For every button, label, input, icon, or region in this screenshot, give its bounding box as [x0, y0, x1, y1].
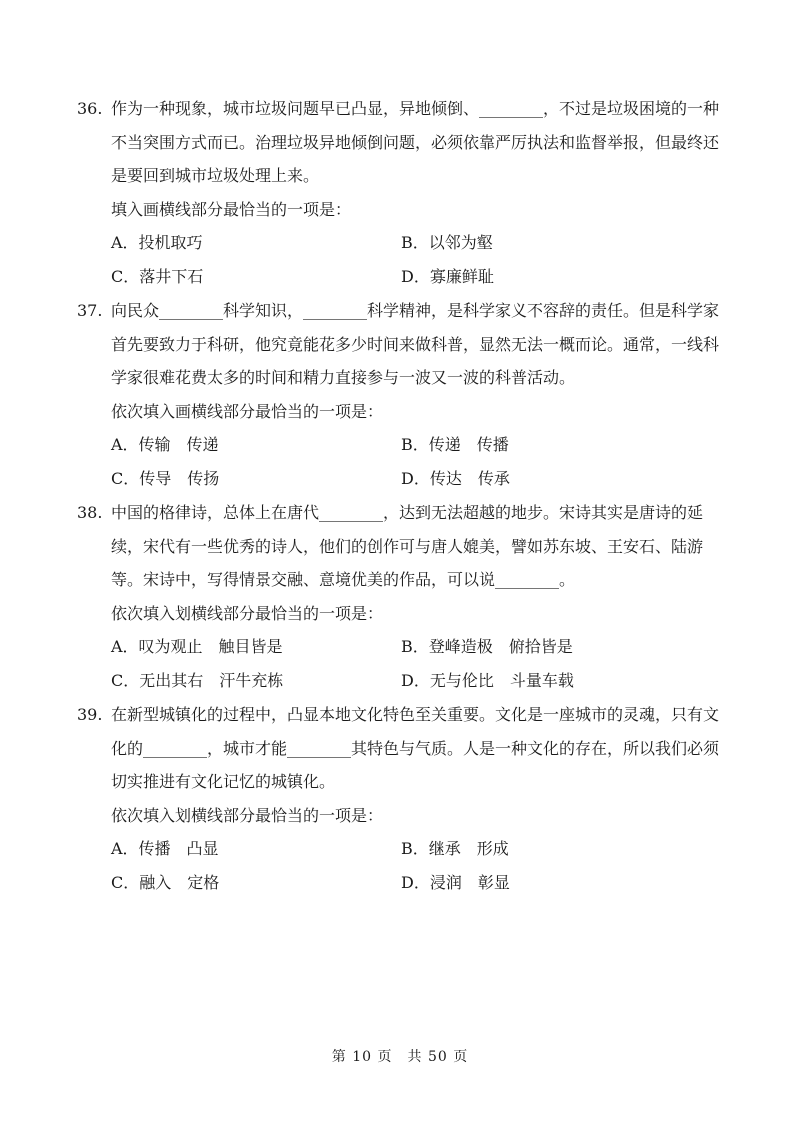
question-36 [77, 92, 727, 293]
question-38 [77, 496, 727, 697]
option-a: A．投机取巧 [111, 233, 203, 252]
stem-line: 切实推进有文化记忆的城镇化。 [111, 772, 336, 791]
question-number: 37. [77, 301, 103, 320]
question-stem [77, 698, 727, 799]
option-d: D．无与伦比 斗量车载 [401, 670, 574, 690]
options-grid [77, 226, 727, 293]
stem-line: 不当突围方式而已。治理垃圾异地倾倒问题，必须依靠严厉执法和监督举报，但最终还 [111, 132, 720, 152]
question-number: 38. [77, 503, 103, 522]
option-c: C．传导 传扬 [111, 468, 220, 488]
option-b: B．登峰造极 俯拾皆是 [401, 637, 573, 656]
question-stem [77, 496, 727, 597]
stem-line: 中国的格律诗，总体上在唐代________，达到无法超越的地步。宋诗其实是唐诗的延 [111, 503, 704, 522]
option-b: B．以邻为壑 [401, 233, 493, 252]
stem-line: 首先要致力于科研，他究竟能花多少时间来做科普，显然无法一概而论。通常，一线科 [111, 334, 720, 354]
option-b: B．传递 传播 [401, 435, 509, 454]
stem-line: 化的________，城市才能________其特色与气质。人是一种文化的存在，所以我们必须 [111, 738, 720, 758]
page-footer: 第 10 页 共 50 页 [331, 1049, 469, 1065]
stem-line: 学家很难花费太多的时间和精力直接参与一波又一波的科普活动。 [111, 368, 576, 387]
option-a: A．叹为观止 触目皆是 [111, 637, 283, 656]
options-grid [77, 428, 727, 495]
option-d: D．浸润 彰显 [401, 872, 510, 892]
options-grid [77, 832, 727, 899]
question-37 [77, 294, 727, 495]
question-stem [77, 92, 727, 193]
question-instruction: 依次填入划横线部分最恰当的一项是： [111, 603, 384, 623]
question-39 [77, 698, 727, 899]
stem-line: 作为一种现象，城市垃圾问题早已凸显，异地倾倒、________，不过是垃圾困境的一种 [111, 99, 720, 118]
option-b: B．继承 形成 [401, 839, 509, 858]
question-number: 39. [77, 705, 103, 724]
question-stem [77, 294, 727, 395]
question-instruction: 依次填入划横线部分最恰当的一项是： [111, 805, 384, 825]
option-c: C．落井下石 [111, 266, 204, 286]
stem-line: 在新型城镇化的过程中，凸显本地文化特色至关重要。文化是一座城市的灵魂，只有文 [111, 705, 720, 724]
option-d: D．寡廉鲜耻 [401, 266, 494, 286]
stem-line: 等。宋诗中，写得情景交融、意境优美的作品，可以说________。 [111, 570, 576, 589]
question-instruction: 依次填入画横线部分最恰当的一项是： [111, 401, 384, 421]
stem-line: 续，宋代有一些优秀的诗人，他们的创作可与唐人媲美，譬如苏东坡、王安石、陆游 [111, 536, 704, 556]
options-grid [77, 630, 727, 697]
option-a: A．传播 凸显 [111, 839, 219, 858]
option-c: C．无出其右 汗牛充栋 [111, 670, 284, 690]
stem-line: 是要回到城市垃圾处理上来。 [111, 166, 320, 185]
option-c: C．融入 定格 [111, 872, 220, 892]
option-d: D．传达 传承 [401, 468, 510, 488]
option-a: A．传输 传递 [111, 435, 219, 454]
question-instruction: 填入画横线部分最恰当的一项是： [111, 199, 352, 219]
question-number: 36. [77, 99, 103, 118]
stem-line: 向民众________科学知识，________科学精神，是科学家义不容辞的责任。但是科学家 [111, 301, 720, 320]
